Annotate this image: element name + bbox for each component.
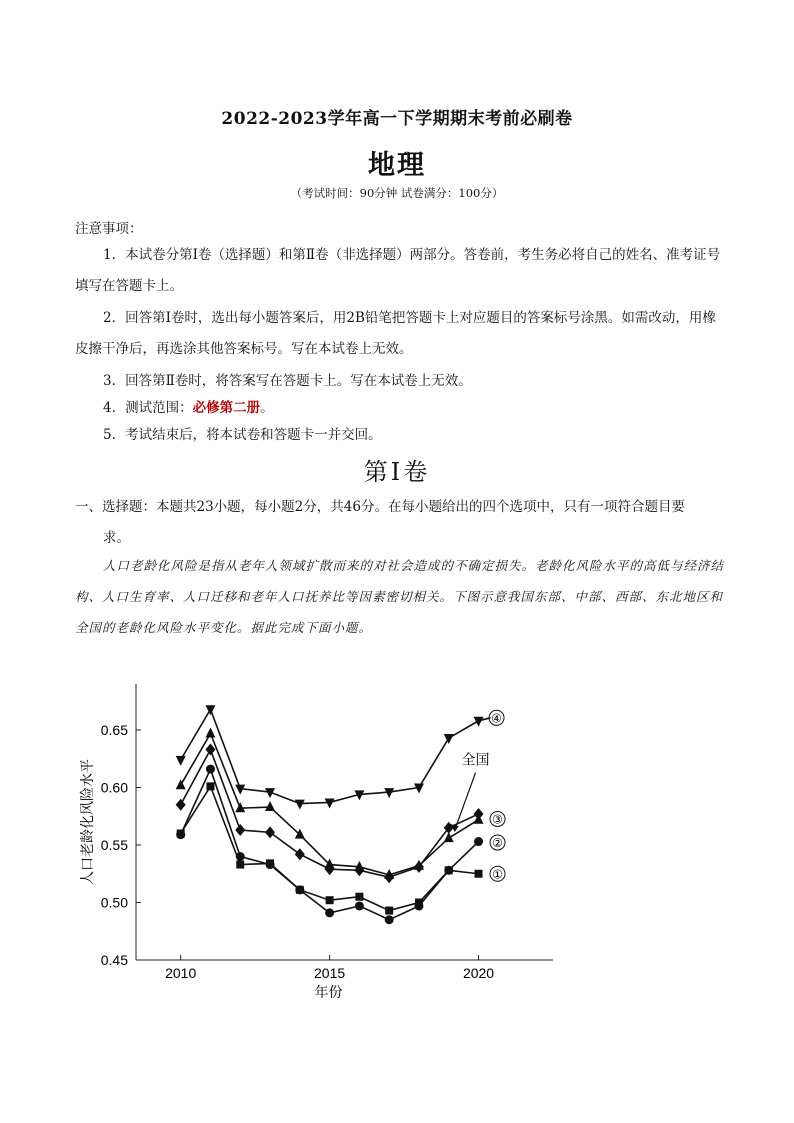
series-label: ② — [492, 836, 503, 851]
y-axis-label: 人口老龄化风险水平 — [79, 759, 95, 885]
note-item-4-suffix: 。 — [260, 400, 274, 416]
y-tick-label: 0.50 — [100, 894, 128, 911]
y-tick-label: 0.55 — [100, 837, 128, 853]
data-point — [266, 859, 274, 867]
subject-title: 地理 — [368, 150, 426, 181]
series-label: ① — [492, 867, 503, 882]
series-label: ③ — [492, 812, 503, 827]
data-point — [176, 799, 186, 811]
data-point — [474, 717, 484, 727]
section-heading-line1: 一、选择题：本题共23小题，每小题2分，共46分。在每小题给出的四个选项中，只有一项符合题目要 — [75, 499, 685, 515]
note-item-1: 1．本试卷分第Ⅰ卷（选择题）和第Ⅱ卷（非选择题）两部分。答卷前，考生务必将自己的姓名、准考证号填写在答题卡上。 — [75, 247, 721, 294]
x-tick-label: 2010 — [165, 965, 197, 981]
data-point — [205, 727, 215, 737]
note-item-5: 5．考试结束后，将本试卷和答题卡一并交回。 — [103, 427, 382, 443]
section-heading-line2: 求。 — [103, 530, 130, 546]
data-point — [296, 886, 304, 894]
series-label: ④ — [491, 711, 502, 726]
section-heading — [75, 492, 725, 554]
note-item-4-prefix: 4．测试范围： — [103, 400, 193, 416]
data-point — [325, 908, 334, 917]
data-point — [206, 765, 215, 774]
data-point — [415, 899, 423, 907]
data-point — [295, 800, 305, 810]
aging-risk-line-chart — [78, 680, 558, 1010]
data-point — [265, 826, 275, 838]
data-point — [385, 915, 394, 924]
chart-container — [78, 680, 558, 1014]
data-point — [265, 801, 275, 811]
data-point — [295, 829, 305, 839]
data-point — [235, 824, 245, 836]
data-point — [475, 870, 483, 878]
series-line — [181, 709, 491, 803]
y-tick-label: 0.45 — [100, 952, 128, 968]
data-point — [177, 830, 185, 838]
data-point — [474, 837, 483, 846]
notes-title: 注意事项： — [75, 221, 143, 237]
data-point — [474, 808, 484, 820]
y-tick-label: 0.65 — [100, 722, 128, 738]
exam-info: （考试时间：90分钟 试卷满分：100分） — [290, 186, 504, 200]
data-point — [385, 907, 393, 915]
exam-title: 2022-2023学年高一下学期期末考前必刷卷 — [221, 109, 573, 129]
data-point — [325, 798, 335, 808]
note-item-3: 3．回答第Ⅱ卷时，将答案写在答题卡上。写在本试卷上无效。 — [103, 373, 472, 389]
data-point — [176, 756, 186, 766]
part-title: 第Ⅰ卷 — [363, 458, 431, 486]
data-point — [355, 901, 364, 910]
data-point — [206, 782, 214, 790]
data-point — [355, 893, 363, 901]
data-point — [326, 896, 334, 904]
test-range: 必修第二册 — [192, 400, 261, 416]
national-annotation: 全国 — [461, 751, 490, 768]
x-axis-label: 年份 — [314, 984, 343, 1000]
data-point — [205, 744, 215, 756]
data-point — [236, 861, 244, 869]
data-point — [445, 866, 453, 874]
y-tick-label: 0.60 — [100, 779, 128, 796]
data-point — [235, 802, 245, 812]
question-passage: 人口老龄化风险是指从老年人领域扩散而来的对社会造成的不确定损失。老龄化风险水平的高低与经济结构、人口生育率、人口迁移和老年人口抚养比等因素密切相关。下图示意我国东部、中部、西部、东北地区和全国的老龄化风险水平变化。据此完成下面小题。 — [75, 558, 725, 635]
note-item-2: 2．回答第Ⅰ卷时，选出每小题答案后，用2B铅笔把答题卡上对应题目的答案标号涂黑。如需改动，用橡皮擦干净后，再选涂其他答案标号。写在本试卷上无效。 — [75, 310, 716, 357]
data-point — [295, 848, 305, 860]
x-tick-label: 2020 — [462, 965, 495, 981]
x-tick-label: 2015 — [314, 965, 346, 981]
annotation-arrow-line — [455, 773, 476, 831]
